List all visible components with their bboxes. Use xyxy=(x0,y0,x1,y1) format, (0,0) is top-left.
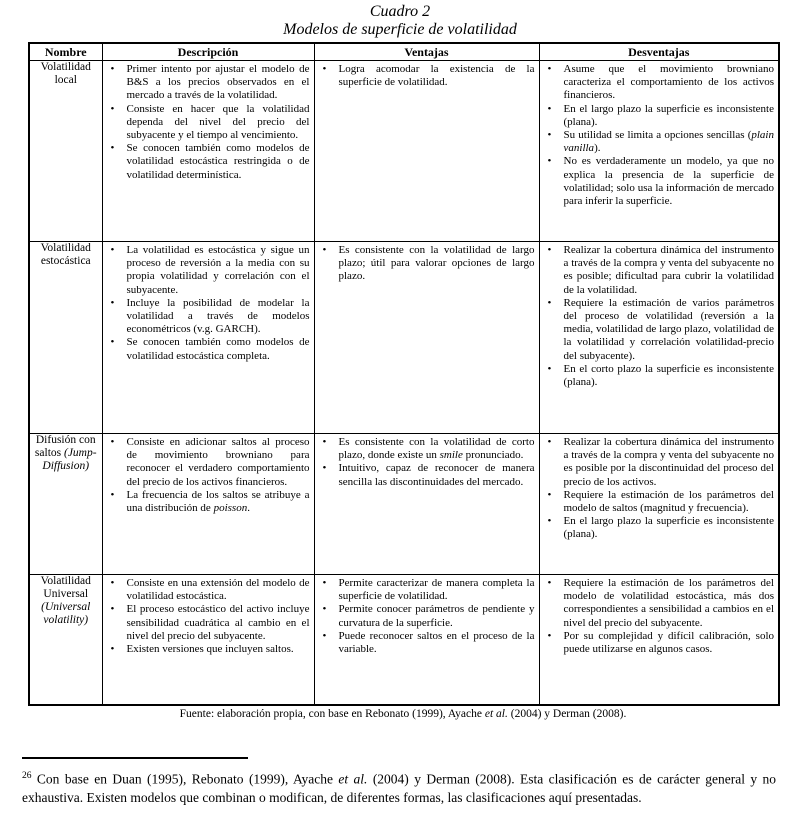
table-row xyxy=(29,434,779,575)
bullet-item: • No es verdaderamente un modelo, ya que no explica la presencia de la superficie de volatilidad; solo usa la información de mercado para inferir la superficie. xyxy=(545,155,775,208)
bullet-item: • En el largo plazo la superficie es inconsistente (plana). xyxy=(545,103,775,129)
descripcion-cell xyxy=(102,434,314,575)
bullet-item: • Realizar la cobertura dinámica del instrumento a través de la compra y venta del subyacente no es posible por la discontinuidad del proceso del precio de los activos. xyxy=(545,436,775,489)
bullet-item: • Consiste en adicionar saltos al proceso de movimiento browniano para reconocer el verdadero comportamiento del precio de los activos financieros. xyxy=(108,436,310,489)
ventajas-cell xyxy=(314,61,539,242)
desventajas-cell xyxy=(539,61,779,242)
header-ventajas: Ventajas xyxy=(314,43,539,61)
model-name-cell: Volatilidad estocástica xyxy=(29,242,102,434)
bullet-item: • Se conocen también como modelos de volatilidad estocástica restringida o de volatilidad determinística. xyxy=(108,142,310,182)
ventajas-cell xyxy=(314,242,539,434)
table-row xyxy=(29,242,779,434)
bullet-item: • La volatilidad es estocástica y sigue un proceso de reversión a la media con su propia volatilidad y correlación con el subyacente. xyxy=(108,244,310,297)
ventajas-cell xyxy=(314,434,539,575)
header-nombre: Nombre xyxy=(29,43,102,61)
model-table-body xyxy=(29,61,779,705)
bullet-item: • La frecuencia de los saltos se atribuye a una distribución de poisson. xyxy=(108,489,310,515)
table-source-note: Fuente: elaboración propia, con base en Rebonato (1999), Ayache et al. (2004) y Derman (2008). xyxy=(179,707,627,720)
desventajas-cell xyxy=(539,242,779,434)
table-row xyxy=(29,61,779,242)
table-header-row xyxy=(29,43,779,61)
bullet-item: • Consiste en hacer que la volatilidad dependa del nivel del precio del subyacente y el tiempo al vencimiento. xyxy=(108,103,310,143)
bullet-item: • Consiste en una extensión del modelo de volatilidad estocástica. xyxy=(108,577,310,603)
bullet-item: • En el largo plazo la superficie es inconsistente (plana). xyxy=(545,515,775,541)
footnote xyxy=(22,767,776,808)
header-descripcion: Descripción xyxy=(102,43,314,61)
bullet-item: • Por su complejidad y difícil calibración, solo puede utilizarse en algunos casos. xyxy=(545,630,775,656)
bullet-item: • Requiere la estimación de los parámetros del modelo de saltos (magnitud y frecuencia). xyxy=(545,489,775,515)
footnote-separator xyxy=(22,757,248,759)
model-name-cell: Volatilidad Universal (Universal volatility) xyxy=(29,575,102,705)
ventajas-cell xyxy=(314,575,539,705)
descripcion-cell xyxy=(102,575,314,705)
bullet-item: • En el corto plazo la superficie es inconsistente (plana). xyxy=(545,363,775,389)
bullet-item: • Puede reconocer saltos en el proceso de la variable. xyxy=(320,630,535,656)
bullet-item: • El proceso estocástico del activo incluye sensibilidad cuadrática al cambio en el nivel del precio del subyacente. xyxy=(108,603,310,643)
desventajas-cell xyxy=(539,575,779,705)
bullet-item: • Existen versiones que incluyen saltos. xyxy=(108,643,310,656)
bullet-item: • Logra acomodar la existencia de la superficie de volatilidad. xyxy=(320,63,535,89)
bullet-item: • Realizar la cobertura dinámica del instrumento a través de la compra y venta del subyacente no es posible; dificultad para cubrir la volatilidad de la volatilidad. xyxy=(545,244,775,297)
bullet-item: • Es consistente con la volatilidad de largo plazo; útil para valorar opciones de largo plazo. xyxy=(320,244,535,284)
table-number-title: Cuadro 2 xyxy=(369,3,431,20)
bullet-item: • Permite conocer parámetros de pendiente y curvatura de la superficie. xyxy=(320,603,535,629)
bullet-item: • Primer intento por ajustar el modelo de B&S a los precios observados en el mercado a través de la volatilidad. xyxy=(108,63,310,103)
bullet-item: • Su utilidad se limita a opciones sencillas (plain vanilla). xyxy=(545,129,775,155)
bullet-item: • Asume que el movimiento browniano caracteriza el comportamiento de los activos financieros. xyxy=(545,63,775,103)
table-title: Modelos de superficie de volatilidad xyxy=(283,21,517,38)
bullet-item: • Se conocen también como modelos de volatilidad estocástica completa. xyxy=(108,336,310,362)
bullet-item: • Incluye la posibilidad de modelar la volatilidad a través de modelos econométricos (v.g. GARCH). xyxy=(108,297,310,337)
bullet-item: • Es consistente con la volatilidad de corto plazo, donde existe un smile pronunciado. xyxy=(320,436,535,462)
bullet-item: • Intuitivo, capaz de reconocer de manera sencilla las discontinuidades del mercado. xyxy=(320,462,535,488)
descripcion-cell xyxy=(102,242,314,434)
title-block xyxy=(0,0,800,39)
model-name-cell: Difusión con saltos (Jump-Diffusion) xyxy=(29,434,102,575)
table-row xyxy=(29,575,779,705)
volatility-models-table xyxy=(28,42,780,706)
desventajas-cell xyxy=(539,434,779,575)
bullet-item: • Requiere la estimación de los parámetros del modelo de volatilidad estocástica, más dos correspondientes a sensibilidad a cambios en el nivel del precio del subyacente. xyxy=(545,577,775,630)
bullet-item: • Permite caracterizar de manera completa la superficie de volatilidad. xyxy=(320,577,535,603)
footnote-marker: 26 xyxy=(22,770,32,781)
footnote-body: Con base en Duan (1995), Rebonato (1999), Ayache et al. (2004) y Derman (2008). Esta clasificación es de carácter general y no exhaustiva. Existen modelos que combinan o modifican, de diferentes formas, las clasificaciones aquí presentadas. xyxy=(22,771,777,805)
header-desventajas: Desventajas xyxy=(539,43,779,61)
model-name-cell: Volatilidad local xyxy=(29,61,102,242)
descripcion-cell xyxy=(102,61,314,242)
bullet-item: • Requiere la estimación de varios parámetros del proceso de volatilidad (reversión a la media, volatilidad de largo plazo, volatilidad de la volatilidad y correlación volatilidad-precio del subyacente). xyxy=(545,297,775,363)
